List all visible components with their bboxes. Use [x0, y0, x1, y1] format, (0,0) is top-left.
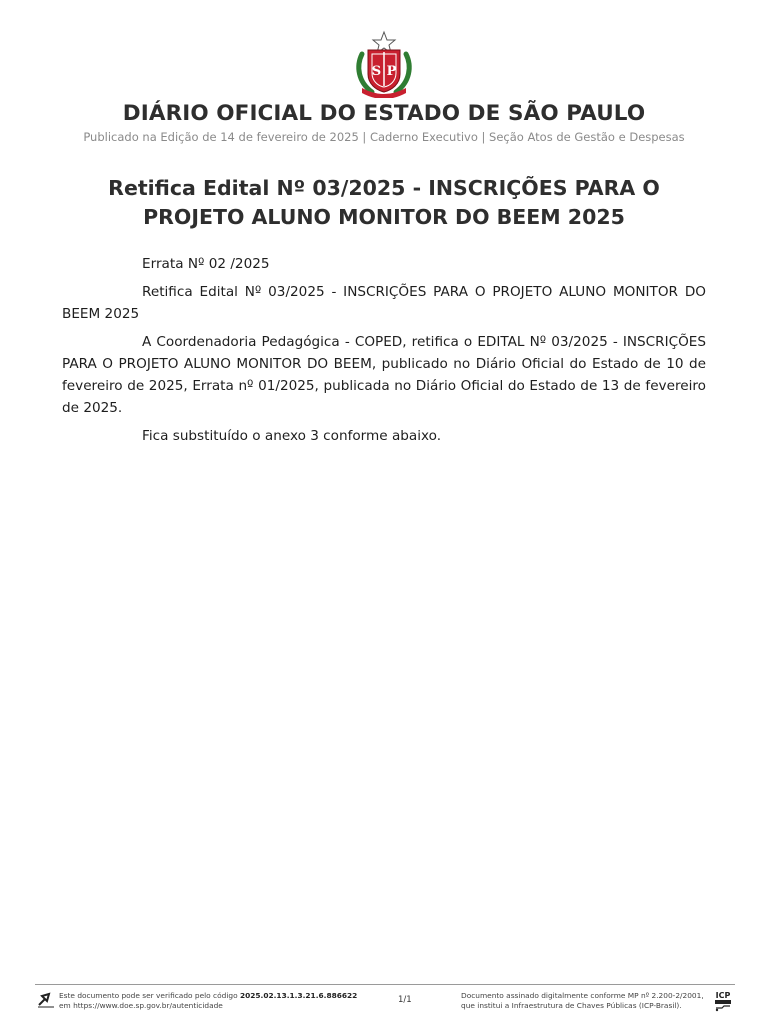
verification-url[interactable]: em https://www.doe.sp.gov.br/autenticidade [59, 1001, 223, 1010]
newspaper-title: DIÁRIO OFICIAL DO ESTADO DE SÃO PAULO [122, 101, 646, 126]
paragraph-errata: Errata Nº 02 /2025 [142, 256, 270, 272]
document-body [62, 253, 706, 453]
svg-text:P: P [386, 64, 397, 79]
verification-text: Este documento pode ser verificado pelo código [59, 991, 238, 1000]
verification-logo-icon [37, 991, 55, 1009]
publication-info: Publicado na Edição de 14 de fevereiro de 2025 | Caderno Executivo | Seção Atos de Gestão e Despesas [83, 130, 685, 144]
signature-info [461, 991, 704, 1011]
sao-paulo-coat-of-arms-icon [352, 30, 416, 98]
svg-text:S: S [371, 64, 382, 79]
verification-code: 2025.02.13.1.3.21.6.886622 [239, 991, 358, 1000]
svg-text:ICP: ICP [715, 991, 731, 1000]
paragraph-retifica: Retifica Edital Nº 03/2025 - INSCRIÇÕES PARA O PROJETO ALUNO MONITOR DO BEEM 2025 [62, 284, 706, 322]
paragraph-coordenadoria: A Coordenadoria Pedagógica - COPED, retifica o EDITAL Nº 03/2025 - INSCRIÇÕES PARA O PROJETO ALUNO MONITOR DO BEEM, publicado no Diário Oficial do Estado de 10 de fevereiro de 2025, Errata nº 01/2025, publicada no Diário Oficial do Estado de 13 de fevereiro de 2025. [62, 334, 706, 416]
document-title: Retifica Edital Nº 03/2025 - INSCRIÇÕES PARA O PROJETO ALUNO MONITOR DO BEEM 2025 [108, 176, 660, 229]
page-footer [35, 984, 735, 1015]
paragraph-anexo: Fica substituído o anexo 3 conforme abaixo. [142, 428, 442, 444]
verification-info [59, 991, 357, 1011]
signature-line-1: Documento assinado digitalmente conforme MP nº 2.200-2/2001, [461, 991, 704, 1000]
signature-line-2: que institui a Infraestrutura de Chaves Públicas (ICP-Brasil). [461, 1001, 682, 1010]
page-number: 1/1 [398, 995, 412, 1005]
icp-brasil-logo-icon [713, 990, 733, 1012]
